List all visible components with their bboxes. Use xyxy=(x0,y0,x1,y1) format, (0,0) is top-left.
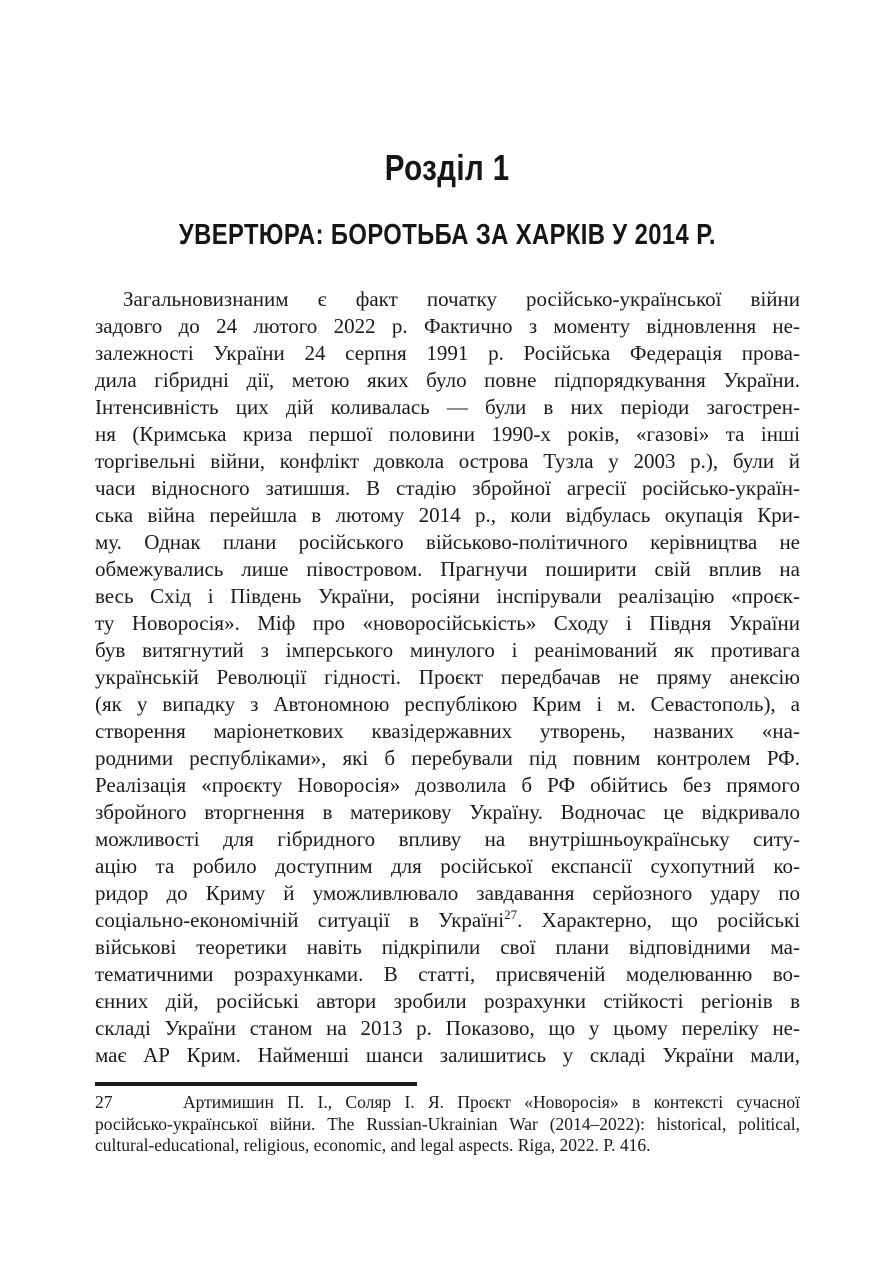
body-line: родними республіками», які б перебували під повним контролем РФ. xyxy=(95,746,800,770)
body-line xyxy=(95,907,800,934)
body-line: весь Схід і Південь України, росіяни інспірували реалізацію «проєк- xyxy=(95,584,800,608)
body-line: задовго до 24 лютого 2022 р. Фактично з моменту відновлення не- xyxy=(95,314,800,338)
body-line: збройного вторгнення в материкову Україну. Водночас це відкривало xyxy=(95,800,800,824)
body-line: торгівельні війни, конфлікт довкола острова Тузла у 2003 р.), були й xyxy=(95,449,800,473)
body-line: залежності України 24 серпня 1991 р. Російська Федерація прова- xyxy=(95,341,800,365)
footnote-line xyxy=(95,1092,800,1114)
body-line-text: . Характерно, що російські xyxy=(517,908,800,932)
footnote-block xyxy=(95,1092,800,1157)
footnote-separator-rule xyxy=(95,1082,417,1086)
body-line: ту Новоросія». Міф про «новоросійськість» Сходу і Півдня України xyxy=(95,611,800,635)
body-line: ська війна перейшла в лютому 2014 р., коли відбулась окупація Кри- xyxy=(95,503,800,527)
body-line: єнних дій, російські автори зробили розрахунки стійкості регіонів в xyxy=(95,989,800,1013)
body-text-block xyxy=(95,286,800,1069)
footnote-number: 27 xyxy=(95,1092,113,1112)
body-line: часи відносного затишшя. В стадію збройної агресії російсько-україн- xyxy=(95,476,800,500)
body-line: обмежувались лише півостровом. Прагнучи поширити свій вплив на xyxy=(95,557,800,581)
body-line: ацію та робило доступним для російської експансії сухопутний ко- xyxy=(95,854,800,878)
body-line: му. Однак плани російського військово-політичного керівництва не xyxy=(95,530,800,554)
body-line: дила гібридні дії, метою яких було повне підпорядкування України. xyxy=(95,368,800,392)
body-line-text: соціально-економічній ситуації в Україні xyxy=(95,908,505,932)
body-line: Інтенсивність цих дій коливалась — були в них періоди загострен- xyxy=(95,395,800,419)
body-line: створення маріонеткових квазідержавних утворень, названих «на- xyxy=(95,719,800,743)
footnote-line-text: Артимишин П. І., Соляр І. Я. Проєкт «Новоросія» в контексті сучасної xyxy=(183,1092,800,1112)
body-line: (як у випадку з Автономною республікою Крим і м. Севастополь), а xyxy=(95,692,800,716)
body-line: ня (Кримська криза першої половини 1990-х років, «газові» та інші xyxy=(95,422,800,446)
body-line: ридор до Криму й уможливлювало завдавання серйозного удару по xyxy=(95,881,800,905)
footnote-line: cultural-educational, religious, economic, and legal aspects. Riga, 2022. P. 416. xyxy=(95,1135,651,1155)
body-line: тематичними розрахунками. В статті, присвяченій моделюванню во- xyxy=(95,962,800,986)
body-line: можливості для гібридного впливу на внутрішньоукраїнську ситу- xyxy=(95,827,800,851)
body-line: Загальновизнаним є факт початку російсько-української війни xyxy=(123,287,800,311)
chapter-title-text: УВЕРТЮРА: БОРОТЬБА ЗА ХАРКІВ У 2014 Р. xyxy=(178,219,716,251)
chapter-number-heading xyxy=(95,147,800,188)
footnote-line: російсько-української війни. The Russian-Ukrainian War (2014–2022): historical, political, xyxy=(95,1113,800,1134)
body-line: складі України станом на 2013 р. Показово, що у цьому переліку не- xyxy=(95,1016,800,1040)
body-line: військові теоретики навіть підкріпили свої плани відповідними ма- xyxy=(95,935,800,959)
footnote-reference: 27 xyxy=(504,907,518,922)
body-line: має АР Крим. Найменші шанси залишитись у складі України мали, xyxy=(95,1043,800,1067)
body-line: Реалізація «проєкту Новоросія» дозволила б РФ обійтись без прямого xyxy=(95,773,800,797)
body-line: був витягнутий з імперського минулого і реанімований як противага xyxy=(95,638,800,662)
chapter-title-heading xyxy=(95,220,800,250)
body-line: українській Революції гідності. Проєкт передбачав не пряму анексію xyxy=(95,665,800,689)
chapter-number-text: Розділ 1 xyxy=(385,147,510,188)
